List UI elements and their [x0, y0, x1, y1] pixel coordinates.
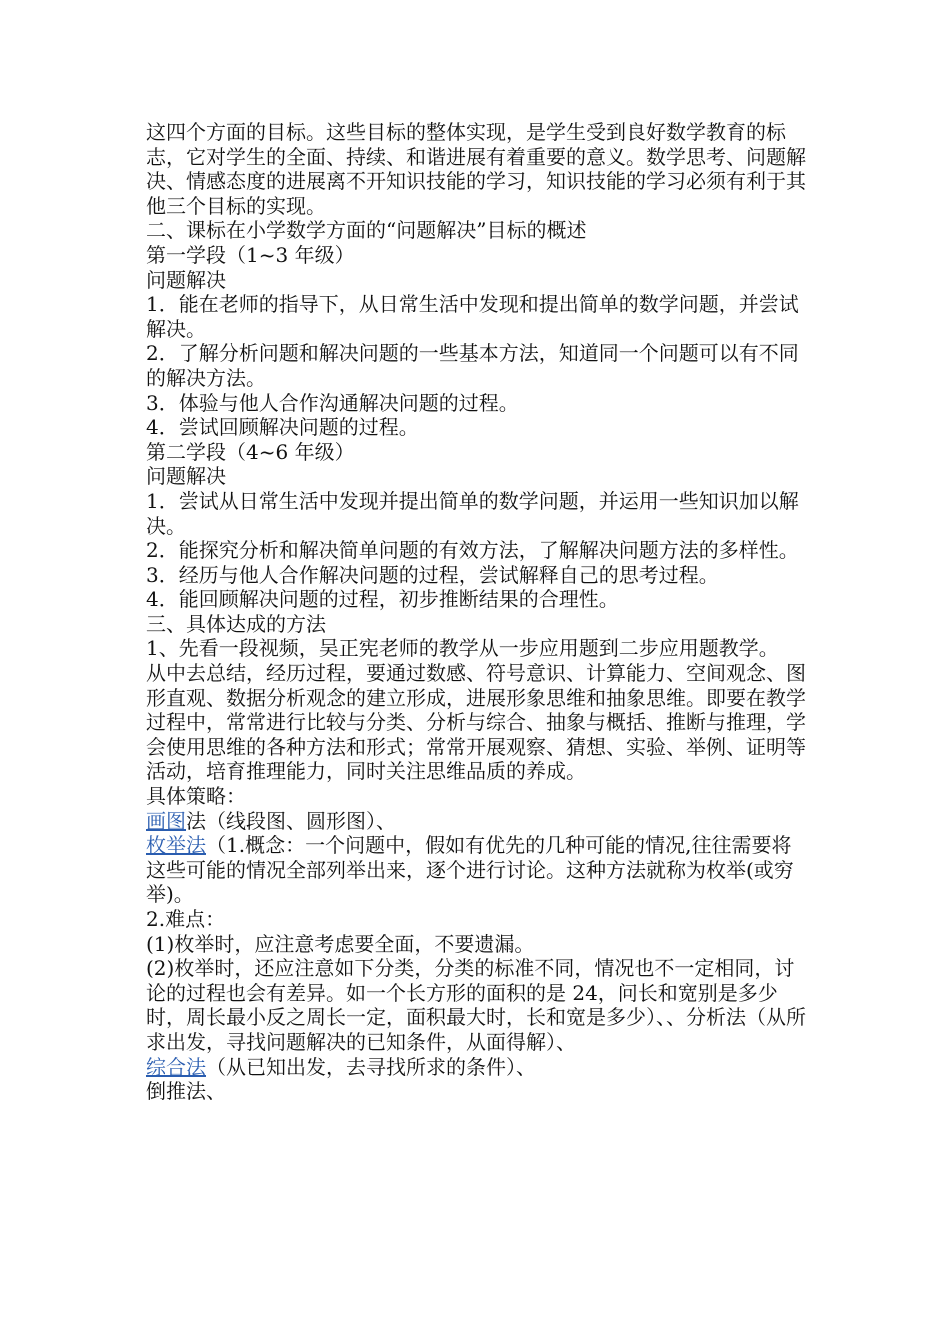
strategy-synthesis: [146, 1055, 810, 1080]
stage1-item-3: 3．体验与他人合作沟通解决问题的过程。: [146, 390, 519, 415]
method-paragraph-2: 从中去总结，经历过程，要通过数感、符号意识、计算能力、空间观念、图形直观、数据分析观念的建立形成，进展形象思维和抽象思维。即要在教学过程中，常常进行比较与分类、分析与综合、抽象与概括、推断与推理，学会使用思维的各种方法和形式；常常开展观察、猜想、实验、举例、证明等活动，培育推理能力，同时关注思维品质的养成。: [146, 661, 806, 784]
stage1-item-1: 1．能在老师的指导下，从日常生活中发现和提出简单的数学问题，并尝试解决。: [146, 292, 799, 341]
stage2-item-2: 2．能探究分析和解决简单问题的有效方法，了解解决问题方法的多样性。: [146, 538, 799, 563]
strategy-heading: 具体策略：: [146, 784, 246, 809]
document-body: [146, 120, 810, 1104]
stage1-item-4: 4．尝试回顾解决问题的过程。: [146, 415, 419, 440]
enumeration-link[interactable]: 枚举法: [146, 833, 206, 858]
paragraph-intro: 这四个方面的目标。这些目标的整体实现，是学生受到良好数学教育的标志，它对学生的全面、持续、和谐进展有着重要的意义。数学思考、问题解决、情感态度的进展离不开知识技能的学习，知识技能的学习必须有利于其他三个目标的实现。: [146, 120, 806, 218]
difficulty-item-1: (1)枚举时，应注意考虑要全面，不要遗漏。: [146, 931, 535, 956]
section-heading-3: 三、具体达成的方法: [146, 611, 326, 636]
synthesis-text: （从已知出发，去寻找所求的条件）、: [206, 1054, 536, 1079]
drawing-text: 法（线段图、圆形图）、: [186, 808, 396, 833]
difficulty-item-2: (2)枚举时，还应注意如下分类，分类的标准不同，情况也不一定相同，讨论的过程也会有差异。如一个长方形的面积的是 24，问长和宽别是多少时，周长最小反之周长一定，面积最大时，长和宽是多少）、、分析法（从所求出发，寻找问题解决的已知条件，从面得解）、: [146, 956, 806, 1054]
subheading-problem-solving-1: 问题解决: [146, 267, 226, 292]
strategy-drawing: [146, 809, 810, 834]
stage-heading-1: 第一学段（1~3 年级）: [146, 242, 355, 267]
strategy-backward: 倒推法、: [146, 1079, 226, 1104]
synthesis-link[interactable]: 综合法: [146, 1054, 206, 1079]
stage2-item-3: 3．经历与他人合作解决问题的过程，尝试解释自己的思考过程。: [146, 562, 719, 587]
subheading-problem-solving-2: 问题解决: [146, 464, 226, 489]
stage2-item-1: 1．尝试从日常生活中发现并提出简单的数学问题，并运用一些知识加以解决。: [146, 488, 799, 538]
difficulty-title: 2.难点：: [146, 907, 226, 931]
stage1-item-2: 2．了解分析问题和解决问题的一些基本方法，知道同一个问题可以有不同的解决方法。: [146, 341, 799, 390]
method-paragraph-1: 1、先看一段视频，吴正宪老师的教学从一步应用题到二步应用题教学。: [146, 636, 779, 661]
stage-heading-2: 第二学段（4~6 年级）: [146, 439, 355, 464]
stage2-item-4: 4．能回顾解决问题的过程，初步推断结果的合理性。: [146, 587, 619, 612]
strategy-enumeration: [146, 833, 810, 907]
enumeration-text: （1.概念：一个问题中，假如有优先的几种可能的情况,往往需要将这些可能的情况全部列举出来，逐个进行讨论。这种方法就称为枚举(或穷举)。: [146, 833, 794, 907]
drawing-link[interactable]: 画图: [146, 808, 186, 833]
section-heading-2: 二、课标在小学数学方面的“问题解决”目标的概述: [146, 218, 587, 243]
